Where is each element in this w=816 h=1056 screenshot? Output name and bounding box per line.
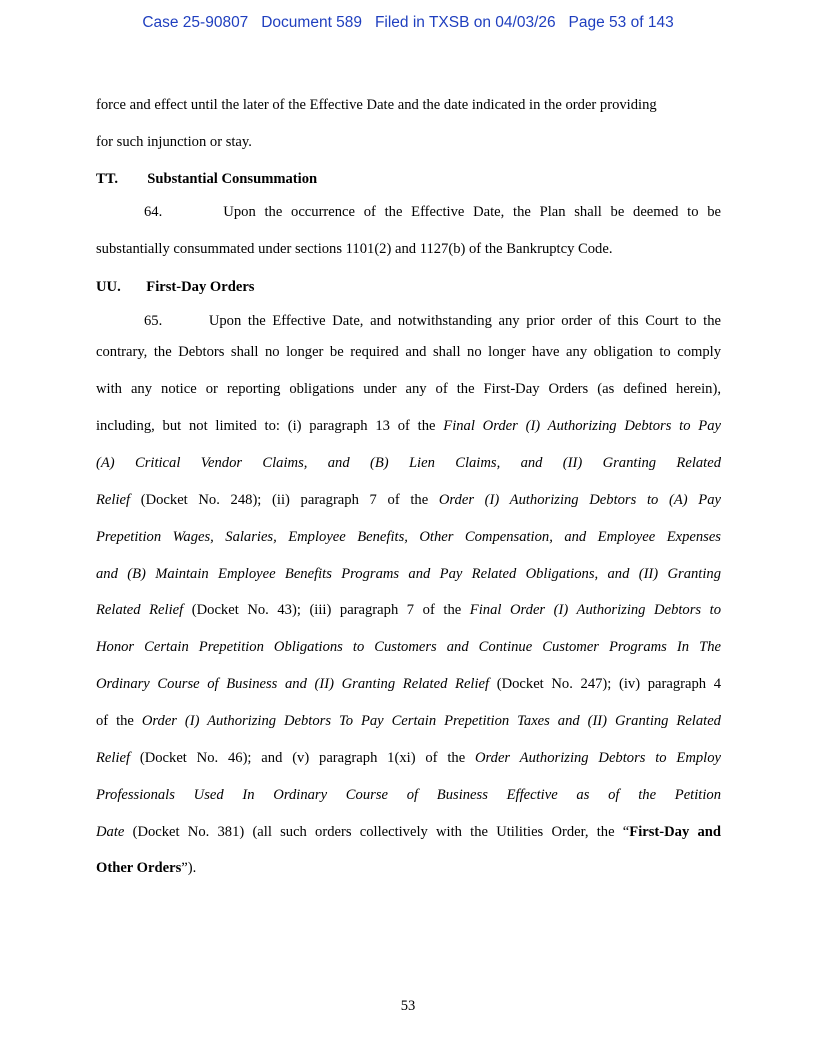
text-line	[96, 343, 721, 361]
text-line	[96, 417, 721, 435]
text-line	[96, 638, 721, 656]
text-segment: contrary, the Debtors shall no longer be required and shall no longer have any obligation to comply	[96, 344, 721, 360]
text-line	[96, 491, 721, 509]
italic-text: Final Order (I) Authorizing Debtors to	[469, 602, 721, 618]
italic-text: Relief	[96, 750, 131, 766]
text-line	[96, 786, 721, 804]
italic-text: Honor Certain Prepetition Obligations to Customers and Continue Customer Programs In The	[96, 639, 721, 655]
text-line	[96, 133, 721, 151]
italic-text: Order (I) Authorizing Debtors to (A) Pay	[438, 492, 721, 508]
page-number: 53	[400, 998, 416, 1014]
text-segment: of the	[96, 713, 142, 729]
text-segment: with any notice or reporting obligations under any of the First-Day Orders (as defined herein),	[96, 381, 721, 397]
italic-text: Final Order (I) Authorizing Debtors to Pay	[443, 418, 721, 434]
text-segment: including, but not limited to: (i) paragraph 13 of the	[96, 418, 444, 434]
bold-text: Substantial Consummation	[118, 171, 318, 187]
text-segment: for such injunction or stay.	[96, 134, 252, 150]
bold-text: UU.	[96, 279, 121, 295]
text-line	[96, 749, 721, 767]
bold-text: First-Day Orders	[120, 279, 255, 295]
text-line	[96, 278, 721, 296]
text-line	[144, 312, 721, 330]
italic-text: Order (I) Authorizing Debtors To Pay Certain Prepetition Taxes and (II) Granting Related	[141, 713, 721, 729]
text-line	[96, 454, 721, 472]
italic-text: Prepetition Wages, Salaries, Employee Benefits, Other Compensation, and Employee Expenses	[96, 529, 721, 545]
bold-text: First-Day and	[629, 824, 721, 840]
text-line	[96, 565, 721, 583]
text-segment: 65. Upon the Effective Date, and notwithstanding any prior order of this Court to the	[144, 313, 721, 329]
text-segment: (Docket No. 381) (all such orders collectively with the Utilities Order, the “	[124, 824, 630, 840]
text-segment: (Docket No. 43); (iii) paragraph 7 of the	[183, 602, 470, 618]
text-line	[96, 601, 721, 619]
text-line	[96, 528, 721, 546]
text-line	[96, 859, 721, 877]
text-line	[96, 823, 721, 841]
court-filing-header: Case 25-90807 Document 589 Filed in TXSB on 04/03/26 Page 53 of 143	[142, 14, 674, 31]
italic-text: Relief	[96, 492, 131, 508]
italic-text: Related Relief	[96, 602, 184, 618]
text-segment: 64. Upon the occurrence of the Effective Date, the Plan shall be deemed to be	[144, 204, 721, 220]
text-segment: force and effect until the later of the Effective Date and the date indicated in the order providing	[96, 97, 657, 113]
text-line	[96, 675, 721, 693]
text-line	[144, 203, 721, 221]
text-segment: ”).	[181, 860, 197, 876]
bold-text: Other Orders	[96, 860, 182, 876]
text-segment: (Docket No. 46); and (v) paragraph 1(xi) of the	[130, 750, 475, 766]
italic-text: and (B) Maintain Employee Benefits Programs and Pay Related Obligations, and (II) Granting	[96, 566, 721, 582]
text-line	[96, 380, 721, 398]
bold-text: TT.	[96, 171, 119, 187]
text-line	[96, 170, 721, 188]
italic-text: Professionals Used In Ordinary Course of Business Effective as of the Petition	[96, 787, 721, 803]
text-line	[96, 240, 721, 258]
italic-text: (A) Critical Vendor Claims, and (B) Lien Claims, and (II) Granting Related	[96, 455, 721, 471]
text-line	[96, 96, 721, 114]
italic-text: Order Authorizing Debtors to Employ	[474, 750, 721, 766]
italic-text: Date	[96, 824, 125, 840]
text-segment: substantially consummated under sections 1101(2) and 1127(b) of the Bankruptcy Code.	[96, 241, 613, 257]
text-segment: (Docket No. 247); (iv) paragraph 4	[489, 676, 721, 692]
italic-text: Ordinary Course of Business and (II) Granting Related Relief	[96, 676, 490, 692]
text-line	[96, 712, 721, 730]
text-segment: (Docket No. 248); (ii) paragraph 7 of the	[130, 492, 439, 508]
